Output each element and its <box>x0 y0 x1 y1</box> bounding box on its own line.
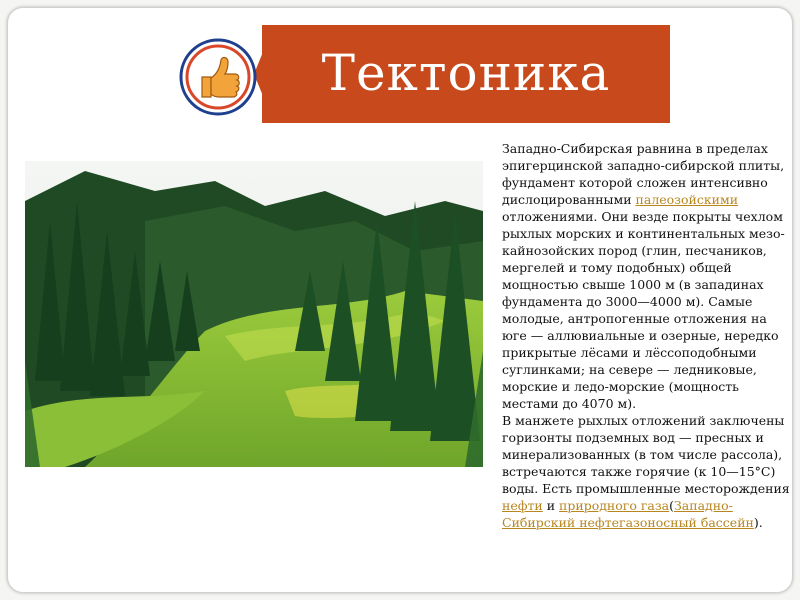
forest-valley-photo <box>25 161 483 467</box>
slide-title: Тектоника <box>321 44 611 102</box>
oil-link[interactable]: нефти <box>502 498 543 513</box>
paragraph-geology: Западно-Сибирская равнина в пределах эпигерцинской западно-сибирской плиты, фундамент которой сложен интенсивно дислоцированными палеозойскими отложениями. Они везде покрыты чехлом рыхлых морских и континентальных мезо-кайнозойских пород (глин, песчаников, мергелей и тому подобных) общей мощностью свыше 1000 м (в западинах фундамента до 3000—4000 м). Самые молодые, антропогенные отложения на юге — аллювиальные и озерные, нередко прикрытые лёсами и лёссоподобными суглинками; на севере — ледниковые, морские и ледо-морские (мощность местами до 4070 м). <box>502 141 785 411</box>
paleozoic-link[interactable]: палеозойскими <box>635 192 739 207</box>
basin-link[interactable]: Западно-Сибирский нефтегазоносный бассейн <box>502 498 754 530</box>
body-text <box>502 140 790 531</box>
paragraph-resources: В манжете рыхлых отложений заключены горизонты подземных вод — пресных и минерализованных (в том числе рассола), встречаются также горячие (к 10—15°С) воды. Есть промышленные месторождения нефти и природного газа(Западно-Сибирский нефтегазоносный бассейн). <box>502 413 790 530</box>
thumbs-up-icon <box>178 37 258 117</box>
natural-gas-link[interactable]: природного газа <box>559 498 670 513</box>
